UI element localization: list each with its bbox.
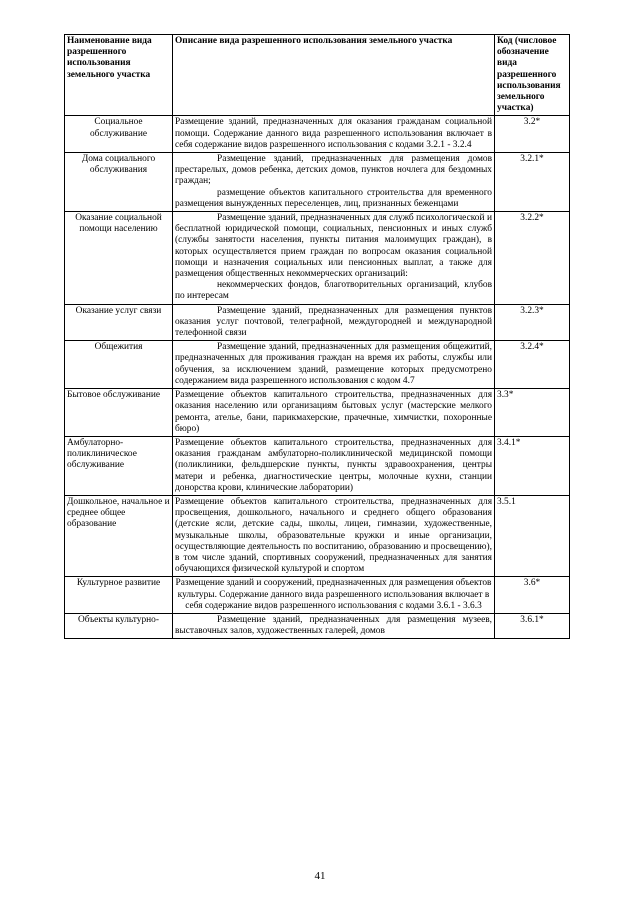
row-description: Размещение зданий, предназначенных для размещения общежитий, предназначенных для проживания граждан на время их работы, службы или обучения, за исключением зданий, размещение которых предусмотрено содержанием вида разрешенного использования с кодом 4.7 [173, 341, 495, 389]
row-code: 3.3* [495, 389, 570, 437]
row-name: Бытовое обслуживание [65, 389, 173, 437]
row-name: Культурное развитие [65, 577, 173, 614]
row-description: Размещение зданий, предназначенных для служб психологической и бесплатной юридической помощи, социальных, пенсионных и иных служб (службы занятости населения, пункты питания малоимущих граждан), в которых осуществляется прием граждан по вопросам оказания социальной помощи и назначения социальных или пенсионных выплат, а также для размещения общественных некоммерческих организаций: некоммерческих фондов, благотворительных организаций, клубов по интересам [173, 212, 495, 305]
row-description: Размещение зданий и сооружений, предназначенных для размещения объектов культуры. Содержание данного вида разрешенного использования включает в себя содержание видов разрешенного использования с кодами 3.6.1 - 3.6.3 [173, 577, 495, 614]
row-name: Амбулаторно-поликлиническое обслуживание [65, 436, 173, 495]
row-code: 3.2.3* [495, 304, 570, 341]
row-name: Общежития [65, 341, 173, 389]
row-name: Оказание услуг связи [65, 304, 173, 341]
row-description: Размещение объектов капитального строительства, предназначенных для оказания гражданам амбулаторно-поликлинической медицинской помощи (поликлиники, фельдшерские пункты, пункты здравоохранения, центры матери и ребенка, диагностические центры, молочные кухни, станции донорства крови, клинические лаборатории) [173, 436, 495, 495]
row-description: Размещение зданий, предназначенных для оказания гражданам социальной помощи. Содержание данного вида разрешенного использования включает в себя содержание видов разрешенного использования с кодами 3.2.1 - 3.2.4 [173, 116, 495, 153]
table-row [65, 304, 570, 341]
row-code: 3.5.1 [495, 495, 570, 576]
row-code: 3.2.4* [495, 341, 570, 389]
table-row [65, 436, 570, 495]
row-name: Объекты культурно- [65, 613, 173, 638]
row-description: Размещение объектов капитального строительства, предназначенных для оказания населению или организациям бытовых услуг (мастерские мелкого ремонта, ателье, бани, парикмахерские, прачечные, химчистки, похоронные бюро) [173, 389, 495, 437]
row-code: 3.2.1* [495, 153, 570, 212]
table-row [65, 341, 570, 389]
row-description: Размещение зданий, предназначенных для размещения домов престарелых, домов ребенка, детских домов, пунктов ночлега для бездомных граждан; размещение объектов капитального строительства для временного размещения вынужденных переселенцев, лиц, признанных беженцами [173, 153, 495, 212]
row-name: Дома социального обслуживания [65, 153, 173, 212]
land-use-table [64, 34, 570, 639]
header-description: Описание вида разрешенного использования земельного участка [173, 35, 495, 116]
row-code: 3.6* [495, 577, 570, 614]
row-name: Оказание социальной помощи населению [65, 212, 173, 305]
row-name: Социальное обслуживание [65, 116, 173, 153]
table-row [65, 153, 570, 212]
page-number: 41 [314, 870, 326, 882]
header-code: Код (числовое обозначение вида разрешенного использования земельного участка) [495, 35, 570, 116]
table-row [65, 389, 570, 437]
row-description: Размещение зданий, предназначенных для размещения музеев, выставочных залов, художественных галерей, домов [173, 613, 495, 638]
row-code: 3.6.1* [495, 613, 570, 638]
table-row [65, 577, 570, 614]
row-description: Размещение объектов капитального строительства, предназначенных для просвещения, дошкольного, начального и среднего общего образования (детские ясли, детские сады, школы, лицеи, гимназии, художественные, музыкальные школы, образовательные кружки и иные организации, осуществляющие деятельность по воспитанию, образованию и просвещению), в том числе зданий, спортивных сооружений, предназначенных для занятия обучающихся физической культурой и спортом [173, 495, 495, 576]
header-name: Наименование вида разрешенного использования земельного участка [65, 35, 173, 116]
table-row [65, 495, 570, 576]
table-row [65, 613, 570, 638]
row-description: Размещение зданий, предназначенных для размещения пунктов оказания услуг почтовой, телеграфной, междугородней и международной телефонной связи [173, 304, 495, 341]
row-code: 3.4.1* [495, 436, 570, 495]
table-row [65, 116, 570, 153]
row-code: 3.2* [495, 116, 570, 153]
row-name: Дошкольное, начальное и среднее общее образование [65, 495, 173, 576]
table-header-row [65, 35, 570, 116]
table-row [65, 212, 570, 305]
row-code: 3.2.2* [495, 212, 570, 305]
